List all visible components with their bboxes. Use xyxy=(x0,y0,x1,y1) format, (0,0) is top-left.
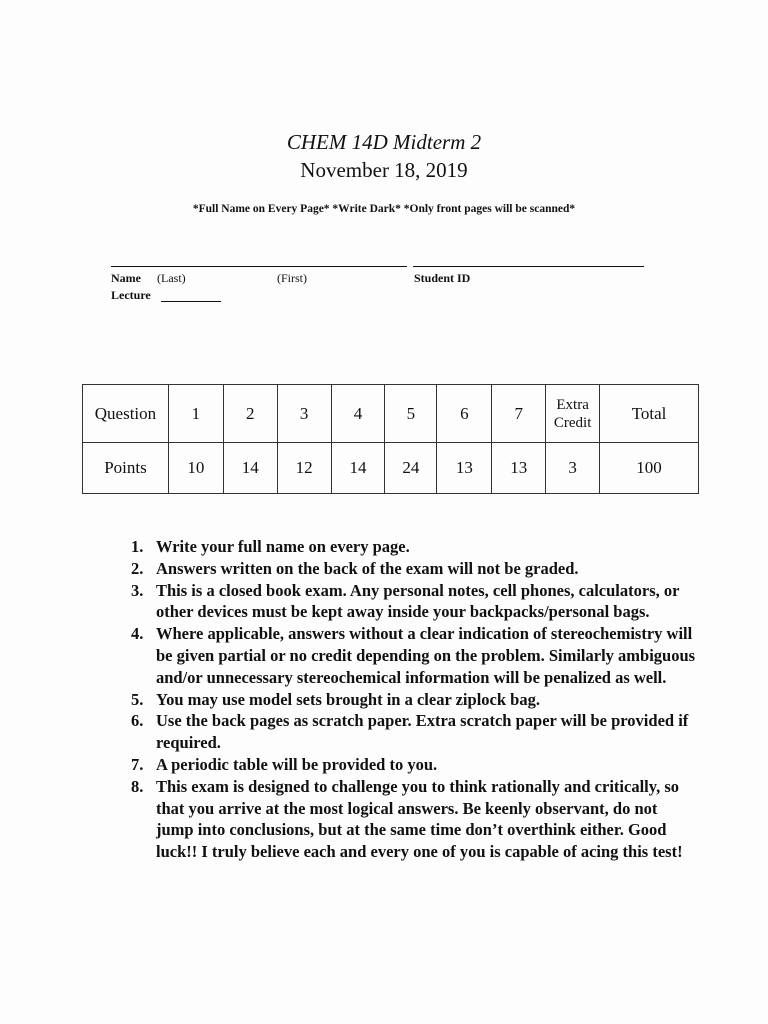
instruction-item xyxy=(131,689,696,711)
exam-notice: *Full Name on Every Page* *Write Dark* *Only front pages will be scanned* xyxy=(192,203,576,215)
question-points: 13 xyxy=(437,443,492,494)
extra-credit-label-line2: Credit xyxy=(553,414,592,431)
total-points: 100 xyxy=(600,443,699,494)
student-id-label: Student ID xyxy=(414,271,471,285)
question-points: 10 xyxy=(168,443,223,494)
instruction-item xyxy=(131,776,696,863)
extra-credit-label-line1: Extra xyxy=(556,396,589,413)
points-row-header: Points xyxy=(83,443,169,494)
instruction-text: A periodic table will be provided to you. xyxy=(156,754,438,774)
question-points: 14 xyxy=(331,443,385,494)
instruction-number: 5. xyxy=(131,689,144,709)
instruction-number: 4. xyxy=(131,624,144,644)
question-number: 3 xyxy=(277,385,331,443)
extra-credit-points: 3 xyxy=(546,443,600,494)
instruction-number: 8. xyxy=(131,776,144,796)
instruction-text: Write your full name on every page. xyxy=(156,537,410,556)
instruction-item xyxy=(131,754,696,776)
instruction-item xyxy=(131,580,696,624)
total-header: Total xyxy=(600,385,699,443)
instruction-text: This is a closed book exam. Any personal notes, cell phones, calculators, or other devices must be kept away inside your backpacks/personal bags. xyxy=(156,580,680,622)
instruction-text: Use the back pages as scratch paper. Extra scratch paper will be provided if required. xyxy=(156,711,689,753)
question-row xyxy=(83,385,699,443)
question-row-header: Question xyxy=(83,385,169,443)
instruction-number: 3. xyxy=(131,580,144,600)
instruction-number: 7. xyxy=(131,754,144,774)
question-number: 7 xyxy=(492,385,546,443)
question-number: 5 xyxy=(385,385,437,443)
instruction-item xyxy=(131,536,696,558)
instruction-text: Answers written on the back of the exam will not be graded. xyxy=(156,558,579,578)
question-number: 4 xyxy=(331,385,385,443)
instruction-item xyxy=(131,710,696,754)
instruction-text: This exam is designed to challenge you to think rationally and critically, so that you arrive at the most logical answers. Be keenly observant, do not jump into conclusions, but at the same time don’t overthink either. Good luck!! I truly believe each and every one of you is capable of acing this test! xyxy=(156,776,683,862)
points-row xyxy=(83,443,699,494)
question-points: 13 xyxy=(492,443,546,494)
exam-title: CHEM 14D Midterm 2 xyxy=(286,130,482,154)
instruction-text: Where applicable, answers without a clear indication of stereochemistry will be given partial or no credit depending on the problem. Similarly ambiguous and/or unnecessary stereochemical information will be penalized as well. xyxy=(156,624,696,687)
instructions-list xyxy=(131,536,696,863)
question-number: 6 xyxy=(437,385,492,443)
question-number: 2 xyxy=(223,385,277,443)
instruction-number: 1. xyxy=(131,537,144,556)
instruction-text: You may use model sets brought in a clear ziplock bag. xyxy=(156,689,540,709)
lecture-write-line[interactable] xyxy=(161,301,221,302)
name-label: Name xyxy=(111,271,141,285)
question-points: 12 xyxy=(277,443,331,494)
score-table xyxy=(82,384,699,494)
question-points: 14 xyxy=(223,443,277,494)
instruction-item xyxy=(131,623,696,688)
question-number: 1 xyxy=(168,385,223,443)
lecture-label: Lecture xyxy=(111,288,151,302)
instruction-number: 2. xyxy=(131,558,144,578)
first-name-label: (First) xyxy=(277,271,307,285)
instruction-number: 6. xyxy=(131,711,144,731)
extra-credit-header xyxy=(546,385,600,443)
last-name-label: (Last) xyxy=(157,271,186,285)
instruction-item xyxy=(131,558,696,580)
student-id-write-line[interactable] xyxy=(413,266,644,267)
exam-date: November 18, 2019 xyxy=(300,158,468,182)
question-points: 24 xyxy=(385,443,437,494)
name-write-line[interactable] xyxy=(111,266,407,267)
